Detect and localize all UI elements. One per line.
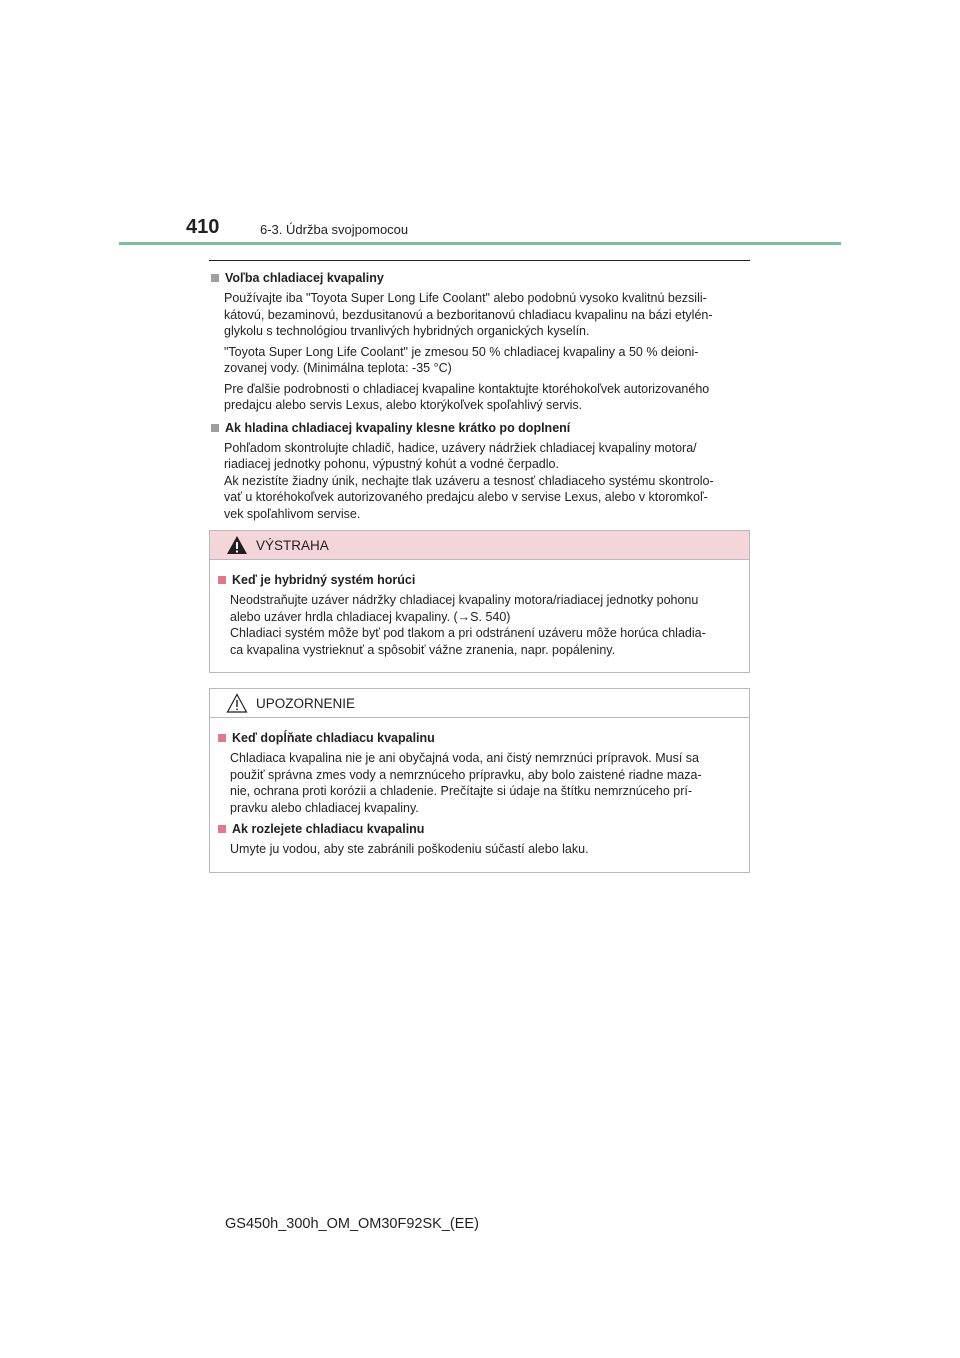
notice-label: UPOZORNENIE [256, 695, 356, 711]
top-rule [209, 260, 750, 261]
warning-header [210, 531, 749, 560]
warning-title: Keď je hybridný systém horúci [232, 573, 416, 587]
paragraph [224, 440, 749, 523]
square-bullet-icon [218, 576, 226, 584]
square-bullet-icon [218, 825, 226, 833]
notice-item-text [230, 750, 739, 816]
page-number: 410 [186, 216, 220, 238]
section-coolant-choice [209, 270, 749, 414]
text-line: kátovú, bezaminovú, bezdusitanovú a bezboritanovú chladiacu kvapalinu na bázi etylén- [224, 307, 713, 322]
text-line: Používajte iba "Toyota Super Long Life Coolant" alebo podobnú vysoko kvalitnú bezsili- [224, 291, 707, 305]
notice-item-text [230, 841, 739, 858]
text-line: vek spoľahlivom servise. [224, 506, 361, 521]
text-line: Pohľadom skontrolujte chladič, hadice, uzávery nádržiek chladiacej kvapaliny motora/ [224, 440, 697, 455]
warning-label: VÝSTRAHA [256, 537, 329, 553]
document-code: GS450h_300h_OM_OM30F92SK_(EE) [225, 1216, 479, 1232]
text-line: predajcu alebo servis Lexus, alebo ktorýkoľvek spoľahlivý servis. [224, 398, 583, 412]
warning-text [230, 592, 739, 658]
square-bullet-icon [218, 734, 226, 742]
text-line: Ak nezistíte žiadny únik, nechajte tlak uzáveru a tesnosť chladiaceho systému skontrolo- [224, 473, 714, 488]
notice-box [209, 688, 750, 873]
text-line: nie, ochrana proti korózii a chladenie. Prečítajte si údaje na štítku nemrznúceho prí- [230, 784, 693, 798]
text-line: Neodstraňujte uzáver nádržky chladiacej kvapaliny motora/riadiacej jednotky pohonu [230, 593, 699, 607]
square-bullet-icon [211, 424, 219, 432]
section-coolant-drop [209, 420, 749, 523]
text-line: Umyte ju vodou, aby ste zabránili poškodeniu súčastí alebo laku. [230, 842, 589, 856]
warning-triangle-icon [226, 535, 248, 555]
text-line: riadiacej jednotky pohonu, výpustný kohút a vodné čerpadlo. [224, 457, 559, 471]
text-line: alebo uzáver hrdla chladiacej kvapaliny. (→S. 540) [230, 609, 511, 624]
notice-item-title: Ak rozlejete chladiacu kvapalinu [232, 822, 425, 836]
section-title: Ak hladina chladiacej kvapaliny klesne krátko po doplnení [225, 420, 571, 435]
text-line: vať u ktoréhokoľvek autorizovaného predajcu alebo v servise Lexus, alebo v ktoromkoľ- [224, 490, 708, 504]
text-line: "Toyota Super Long Life Coolant" je zmesou 50 % chladiacej kvapaliny a 50 % deioni- [224, 344, 699, 359]
text-line: pravku alebo chladiacej kvapaliny. [230, 800, 419, 815]
main-content [209, 270, 749, 525]
notice-item-title: Keď dopĺňate chladiacu kvapalinu [232, 731, 435, 745]
paragraph [224, 290, 749, 340]
section-title: Voľba chladiacej kvapaliny [225, 271, 384, 285]
header-rule [119, 242, 841, 245]
paragraph [224, 381, 749, 414]
text-line: ca kvapalina vystrieknuť a spôsobiť vážne zranenia, napr. popáleniny. [230, 642, 616, 657]
square-bullet-icon [211, 274, 219, 282]
notice-header [210, 689, 749, 718]
chapter-title: 6-3. Údržba svojpomocou [260, 222, 409, 237]
text-line: Chladiaci systém môže byť pod tlakom a pri odstránení uzáveru môže horúca chladia- [230, 626, 706, 640]
text-line: Chladiaca kvapalina nie je ani obyčajná voda, ani čistý nemrznúci prípravok. Musí sa [230, 751, 699, 765]
caution-triangle-icon [226, 693, 248, 713]
text-line: glykolu s technológiou trvanlivých hybridných organických kyselín. [224, 324, 590, 338]
text-line: Pre ďalšie podrobnosti o chladiacej kvapaline kontaktujte ktoréhokoľvek autorizovaného [224, 381, 710, 396]
paragraph [224, 344, 749, 377]
text-line: zovanej vody. (Minimálna teplota: -35 °C) [224, 361, 452, 375]
text-line: použiť správna zmes vody a nemrznúceho prípravku, aby bolo zaistené riadne maza- [230, 767, 702, 782]
warning-box [209, 530, 750, 673]
